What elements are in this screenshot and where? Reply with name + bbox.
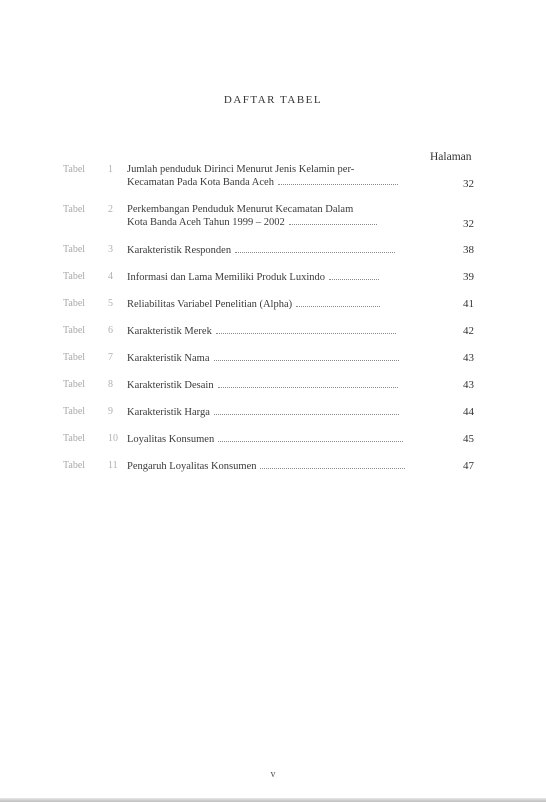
entry-page: 38 bbox=[463, 244, 474, 256]
entry-label: Tabel bbox=[63, 460, 86, 471]
entry-text bbox=[127, 164, 420, 189]
leader-dots bbox=[218, 379, 398, 388]
entry-text: Informasi dan Lama Memiliki Produk Luxindo bbox=[127, 271, 420, 284]
page-column-header: Halaman bbox=[430, 151, 472, 163]
entry-text: Karakteristik Responden bbox=[127, 244, 420, 257]
entry-page: 39 bbox=[463, 271, 474, 283]
leader-dots bbox=[214, 352, 399, 361]
entry-number: 8 bbox=[108, 379, 113, 390]
entry-text-line-1: Perkembangan Penduduk Menurut Kecamatan Dalam bbox=[127, 204, 354, 215]
entry-text: Reliabilitas Variabel Penelitian (Alpha) bbox=[127, 298, 420, 311]
entry-number: 11 bbox=[108, 460, 118, 471]
scan-bottom-edge bbox=[0, 798, 546, 802]
page-title: DAFTAR TABEL bbox=[223, 94, 323, 106]
leader-dots bbox=[218, 433, 403, 442]
entry-page: 44 bbox=[463, 406, 474, 418]
entry-number: 1 bbox=[108, 164, 113, 175]
entry-text bbox=[127, 204, 420, 229]
entry-label: Tabel bbox=[63, 204, 86, 215]
entry-text: Loyalitas Konsumen bbox=[127, 433, 420, 446]
entry-number: 6 bbox=[108, 325, 113, 336]
entry-page: 43 bbox=[463, 379, 474, 391]
leader-dots bbox=[278, 176, 398, 185]
entry-page: 45 bbox=[463, 433, 474, 445]
entry-page: 32 bbox=[463, 218, 474, 230]
entry-number: 5 bbox=[108, 298, 113, 309]
entry-page: 47 bbox=[463, 460, 474, 472]
entry-number: 3 bbox=[108, 244, 113, 255]
entry-page: 32 bbox=[463, 178, 474, 190]
entry-text: Karakteristik Merek bbox=[127, 325, 420, 338]
leader-dots bbox=[289, 216, 377, 225]
entry-page: 43 bbox=[463, 352, 474, 364]
leader-dots bbox=[214, 406, 399, 415]
entry-label: Tabel bbox=[63, 164, 86, 175]
leader-dots bbox=[329, 271, 379, 280]
entry-label: Tabel bbox=[63, 244, 86, 255]
entry-text: Pengaruh Loyalitas Konsumen bbox=[127, 460, 420, 473]
entry-number: 4 bbox=[108, 271, 113, 282]
entry-text-line-2: Kota Banda Aceh Tahun 1999 – 2002 bbox=[127, 216, 420, 229]
entry-number: 7 bbox=[108, 352, 113, 363]
entry-text: Karakteristik Nama bbox=[127, 352, 420, 365]
entry-label: Tabel bbox=[63, 325, 86, 336]
entry-text-line-1: Jumlah penduduk Dirinci Menurut Jenis Kelamin per- bbox=[127, 164, 355, 175]
entry-text-line-2: Kecamatan Pada Kota Banda Aceh bbox=[127, 176, 420, 189]
entry-number: 9 bbox=[108, 406, 113, 417]
entry-page: 41 bbox=[463, 298, 474, 310]
page-number: v bbox=[270, 769, 276, 780]
entry-label: Tabel bbox=[63, 352, 86, 363]
entry-number: 10 bbox=[108, 433, 118, 444]
entry-label: Tabel bbox=[63, 298, 86, 309]
entry-number: 2 bbox=[108, 204, 113, 215]
leader-dots bbox=[235, 244, 395, 253]
entry-page: 42 bbox=[463, 325, 474, 337]
entry-label: Tabel bbox=[63, 271, 86, 282]
leader-dots bbox=[216, 325, 396, 334]
leader-dots bbox=[260, 460, 405, 469]
entry-text: Karakteristik Harga bbox=[127, 406, 420, 419]
entry-label: Tabel bbox=[63, 433, 86, 444]
entry-label: Tabel bbox=[63, 406, 86, 417]
entry-text: Karakteristik Desain bbox=[127, 379, 420, 392]
leader-dots bbox=[296, 298, 380, 307]
entry-label: Tabel bbox=[63, 379, 86, 390]
